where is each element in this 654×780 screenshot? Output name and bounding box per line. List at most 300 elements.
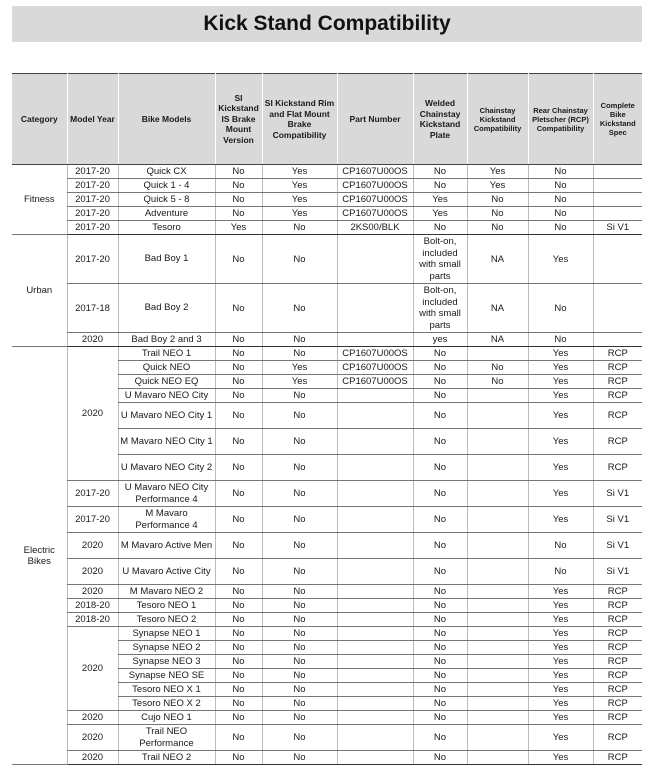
is-brake-cell: No	[215, 481, 262, 507]
rcp-cell: Yes	[528, 235, 593, 284]
part-number-cell	[337, 669, 413, 683]
model-year-cell: 2017-20	[67, 235, 118, 284]
welded-cell: No	[413, 179, 467, 193]
part-number-cell	[337, 627, 413, 641]
chainstay-cell	[467, 641, 528, 655]
part-number-cell	[337, 711, 413, 725]
spec-cell: RCP	[593, 697, 642, 711]
part-number-cell	[337, 641, 413, 655]
rim-flat-cell: No	[262, 655, 337, 669]
rcp-cell: Yes	[528, 641, 593, 655]
welded-cell: No	[413, 361, 467, 375]
bike-model-cell: Quick NEO	[118, 361, 215, 375]
rim-flat-cell: No	[262, 507, 337, 533]
spec-cell: RCP	[593, 429, 642, 455]
model-year-cell: 2018-20	[67, 599, 118, 613]
rcp-cell: Yes	[528, 599, 593, 613]
table-row	[12, 347, 642, 361]
is-brake-cell: No	[215, 559, 262, 585]
rim-flat-cell: Yes	[262, 193, 337, 207]
bike-model-cell: Trail NEO 1	[118, 347, 215, 361]
part-number-cell	[337, 655, 413, 669]
table-body	[12, 165, 642, 765]
is-brake-cell: No	[215, 179, 262, 193]
part-number-cell	[337, 613, 413, 627]
welded-cell: No	[413, 669, 467, 683]
chainstay-cell: Yes	[467, 165, 528, 179]
spec-cell	[593, 179, 642, 193]
part-number-cell	[337, 481, 413, 507]
table-row	[12, 333, 642, 347]
header-welded: Welded Chainstay Kickstand Plate	[413, 74, 467, 165]
welded-cell: No	[413, 429, 467, 455]
chainstay-cell	[467, 599, 528, 613]
spec-cell: RCP	[593, 389, 642, 403]
table-row	[12, 585, 642, 599]
bike-model-cell: M Mavaro Active Men	[118, 533, 215, 559]
rcp-cell: No	[528, 284, 593, 333]
header-category: Category	[12, 74, 67, 165]
bike-model-cell: M Mavaro NEO City 1	[118, 429, 215, 455]
part-number-cell	[337, 333, 413, 347]
chainstay-cell: NA	[467, 235, 528, 284]
bike-model-cell: Quick NEO EQ	[118, 375, 215, 389]
bike-model-cell: Bad Boy 2 and 3	[118, 333, 215, 347]
part-number-cell	[337, 559, 413, 585]
header-rcp: Rear Chainstay Pletscher (RCP) Compatibility	[528, 74, 593, 165]
welded-cell: No	[413, 481, 467, 507]
chainstay-cell: No	[467, 207, 528, 221]
rim-flat-cell: No	[262, 533, 337, 559]
table-row	[12, 165, 642, 179]
title-bar	[12, 6, 642, 42]
table-row	[12, 627, 642, 641]
rcp-cell: No	[528, 559, 593, 585]
table-header-row	[12, 74, 642, 165]
part-number-cell: CP1607U00OS	[337, 361, 413, 375]
rcp-cell: Yes	[528, 347, 593, 361]
spec-cell	[593, 333, 642, 347]
is-brake-cell: No	[215, 207, 262, 221]
rcp-cell: No	[528, 333, 593, 347]
rcp-cell: Yes	[528, 481, 593, 507]
table-row	[12, 284, 642, 333]
rim-flat-cell: Yes	[262, 179, 337, 193]
model-year-cell: 2017-20	[67, 221, 118, 235]
is-brake-cell: No	[215, 165, 262, 179]
rcp-cell: Yes	[528, 361, 593, 375]
bike-model-cell: U Mavaro NEO City 1	[118, 403, 215, 429]
rcp-cell: No	[528, 207, 593, 221]
is-brake-cell: No	[215, 389, 262, 403]
rim-flat-cell: No	[262, 751, 337, 765]
rim-flat-cell: No	[262, 221, 337, 235]
welded-cell: yes	[413, 333, 467, 347]
part-number-cell	[337, 284, 413, 333]
rim-flat-cell: Yes	[262, 361, 337, 375]
welded-cell: No	[413, 455, 467, 481]
rcp-cell: Yes	[528, 389, 593, 403]
is-brake-cell: No	[215, 507, 262, 533]
header-part-number: Part Number	[337, 74, 413, 165]
compatibility-table	[12, 73, 642, 765]
bike-model-cell: M Mavaro NEO 2	[118, 585, 215, 599]
spec-cell	[593, 165, 642, 179]
chainstay-cell	[467, 711, 528, 725]
page-title: Kick Stand Compatibility	[203, 12, 451, 35]
spec-cell: RCP	[593, 641, 642, 655]
rcp-cell: No	[528, 533, 593, 559]
chainstay-cell	[467, 697, 528, 711]
welded-cell: No	[413, 627, 467, 641]
part-number-cell: 2KS00/BLK	[337, 221, 413, 235]
spec-cell: Si V1	[593, 481, 642, 507]
chainstay-cell: Yes	[467, 179, 528, 193]
chainstay-cell	[467, 403, 528, 429]
rim-flat-cell: No	[262, 284, 337, 333]
bike-model-cell: Synapse NEO 2	[118, 641, 215, 655]
rim-flat-cell: Yes	[262, 207, 337, 221]
part-number-cell	[337, 389, 413, 403]
is-brake-cell: No	[215, 284, 262, 333]
is-brake-cell: No	[215, 669, 262, 683]
table-row	[12, 179, 642, 193]
is-brake-cell: No	[215, 711, 262, 725]
spec-cell: RCP	[593, 711, 642, 725]
part-number-cell	[337, 725, 413, 751]
welded-cell: No	[413, 751, 467, 765]
chainstay-cell	[467, 533, 528, 559]
chainstay-cell	[467, 751, 528, 765]
rim-flat-cell: No	[262, 725, 337, 751]
model-year-cell: 2017-20	[67, 193, 118, 207]
bike-model-cell: Tesoro NEO X 2	[118, 697, 215, 711]
model-year-cell: 2020	[67, 559, 118, 585]
part-number-cell: CP1607U00OS	[337, 347, 413, 361]
spec-cell: Si V1	[593, 533, 642, 559]
rim-flat-cell: Yes	[262, 165, 337, 179]
model-year-cell: 2020	[67, 751, 118, 765]
welded-cell: No	[413, 725, 467, 751]
spec-cell: RCP	[593, 655, 642, 669]
part-number-cell	[337, 599, 413, 613]
table-row	[12, 207, 642, 221]
welded-cell: Yes	[413, 193, 467, 207]
rcp-cell: Yes	[528, 375, 593, 389]
spec-cell: RCP	[593, 627, 642, 641]
welded-cell: Yes	[413, 207, 467, 221]
bike-model-cell: Cujo NEO 1	[118, 711, 215, 725]
rim-flat-cell: No	[262, 455, 337, 481]
rim-flat-cell: No	[262, 585, 337, 599]
rim-flat-cell: No	[262, 403, 337, 429]
model-year-cell: 2020	[67, 627, 118, 711]
model-year-cell: 2020	[67, 533, 118, 559]
rcp-cell: No	[528, 193, 593, 207]
table-row	[12, 481, 642, 507]
chainstay-cell: No	[467, 361, 528, 375]
rim-flat-cell: No	[262, 613, 337, 627]
is-brake-cell: No	[215, 333, 262, 347]
header-model-year: Model Year	[67, 74, 118, 165]
chainstay-cell	[467, 585, 528, 599]
welded-cell: Bolt-on, included with small parts	[413, 284, 467, 333]
bike-model-cell: M Mavaro Performance 4	[118, 507, 215, 533]
rcp-cell: Yes	[528, 403, 593, 429]
part-number-cell: CP1607U00OS	[337, 193, 413, 207]
rcp-cell: Yes	[528, 711, 593, 725]
is-brake-cell: No	[215, 403, 262, 429]
is-brake-cell: No	[215, 613, 262, 627]
spec-cell	[593, 193, 642, 207]
is-brake-cell: No	[215, 375, 262, 389]
is-brake-cell: No	[215, 533, 262, 559]
rcp-cell: Yes	[528, 683, 593, 697]
spec-cell: RCP	[593, 599, 642, 613]
part-number-cell	[337, 533, 413, 559]
table-row	[12, 221, 642, 235]
bike-model-cell: Adventure	[118, 207, 215, 221]
rim-flat-cell: No	[262, 669, 337, 683]
part-number-cell	[337, 507, 413, 533]
part-number-cell	[337, 403, 413, 429]
rcp-cell: Yes	[528, 627, 593, 641]
chainstay-cell	[467, 725, 528, 751]
model-year-cell: 2017-18	[67, 284, 118, 333]
bike-model-cell: Quick 1 - 4	[118, 179, 215, 193]
rcp-cell: No	[528, 179, 593, 193]
model-year-cell: 2017-20	[67, 207, 118, 221]
bike-model-cell: Quick 5 - 8	[118, 193, 215, 207]
is-brake-cell: No	[215, 641, 262, 655]
chainstay-cell: No	[467, 375, 528, 389]
welded-cell: No	[413, 697, 467, 711]
table-row	[12, 613, 642, 627]
part-number-cell	[337, 455, 413, 481]
welded-cell: No	[413, 533, 467, 559]
part-number-cell	[337, 697, 413, 711]
bike-model-cell: U Mavaro NEO City	[118, 389, 215, 403]
part-number-cell	[337, 683, 413, 697]
rim-flat-cell: Yes	[262, 375, 337, 389]
header-rim-flat: SI Kickstand Rim and Flat Mount Brake Compatibility	[262, 74, 337, 165]
rcp-cell: Yes	[528, 697, 593, 711]
spec-cell: RCP	[593, 669, 642, 683]
chainstay-cell	[467, 559, 528, 585]
model-year-cell: 2018-20	[67, 613, 118, 627]
rim-flat-cell: No	[262, 559, 337, 585]
part-number-cell: CP1607U00OS	[337, 375, 413, 389]
chainstay-cell: No	[467, 193, 528, 207]
chainstay-cell	[467, 347, 528, 361]
bike-model-cell: Tesoro	[118, 221, 215, 235]
bike-model-cell: Tesoro NEO X 1	[118, 683, 215, 697]
is-brake-cell: No	[215, 751, 262, 765]
rim-flat-cell: No	[262, 481, 337, 507]
part-number-cell: CP1607U00OS	[337, 165, 413, 179]
is-brake-cell: No	[215, 683, 262, 697]
table-row	[12, 599, 642, 613]
rim-flat-cell: No	[262, 711, 337, 725]
bike-model-cell: U Mavaro NEO City 2	[118, 455, 215, 481]
spec-cell: RCP	[593, 613, 642, 627]
model-year-cell: 2017-20	[67, 481, 118, 507]
bike-model-cell: Tesoro NEO 2	[118, 613, 215, 627]
bike-model-cell: Tesoro NEO 1	[118, 599, 215, 613]
welded-cell: No	[413, 347, 467, 361]
bike-model-cell: Bad Boy 2	[118, 284, 215, 333]
spec-cell: RCP	[593, 751, 642, 765]
is-brake-cell: Yes	[215, 221, 262, 235]
part-number-cell	[337, 429, 413, 455]
bike-model-cell: Trail NEO Performance	[118, 725, 215, 751]
rcp-cell: Yes	[528, 507, 593, 533]
chainstay-cell: NA	[467, 284, 528, 333]
is-brake-cell: No	[215, 725, 262, 751]
model-year-cell: 2017-20	[67, 179, 118, 193]
table-row	[12, 235, 642, 284]
rim-flat-cell: No	[262, 697, 337, 711]
is-brake-cell: No	[215, 429, 262, 455]
spec-cell: RCP	[593, 455, 642, 481]
rim-flat-cell: No	[262, 429, 337, 455]
spec-cell: RCP	[593, 361, 642, 375]
part-number-cell: CP1607U00OS	[337, 179, 413, 193]
welded-cell: No	[413, 403, 467, 429]
model-year-cell: 2020	[67, 725, 118, 751]
part-number-cell	[337, 751, 413, 765]
bike-model-cell: Synapse NEO 1	[118, 627, 215, 641]
category-cell: Fitness	[12, 165, 67, 235]
model-year-cell: 2020	[67, 333, 118, 347]
welded-cell: No	[413, 655, 467, 669]
spec-cell: RCP	[593, 585, 642, 599]
rcp-cell: Yes	[528, 669, 593, 683]
model-year-cell: 2017-20	[67, 165, 118, 179]
spec-cell: RCP	[593, 725, 642, 751]
welded-cell: No	[413, 559, 467, 585]
header-bike-models: Bike Models	[118, 74, 215, 165]
welded-cell: No	[413, 221, 467, 235]
spec-cell: RCP	[593, 403, 642, 429]
welded-cell: No	[413, 507, 467, 533]
model-year-cell: 2017-20	[67, 507, 118, 533]
table-row	[12, 711, 642, 725]
rim-flat-cell: No	[262, 599, 337, 613]
is-brake-cell: No	[215, 697, 262, 711]
part-number-cell	[337, 585, 413, 599]
welded-cell: No	[413, 599, 467, 613]
bike-model-cell: Quick CX	[118, 165, 215, 179]
rim-flat-cell: No	[262, 683, 337, 697]
header-spec: Complete Bike Kickstand Spec	[593, 74, 642, 165]
table-row	[12, 725, 642, 751]
spec-cell: RCP	[593, 347, 642, 361]
spec-cell: Si V1	[593, 559, 642, 585]
part-number-cell: CP1607U00OS	[337, 207, 413, 221]
spec-cell	[593, 207, 642, 221]
rim-flat-cell: No	[262, 235, 337, 284]
table-row	[12, 507, 642, 533]
bike-model-cell: U Mavaro NEO City Performance 4	[118, 481, 215, 507]
is-brake-cell: No	[215, 627, 262, 641]
welded-cell: No	[413, 711, 467, 725]
is-brake-cell: No	[215, 655, 262, 669]
rim-flat-cell: No	[262, 641, 337, 655]
table-row	[12, 751, 642, 765]
is-brake-cell: No	[215, 361, 262, 375]
spec-cell	[593, 284, 642, 333]
rim-flat-cell: No	[262, 389, 337, 403]
is-brake-cell: No	[215, 235, 262, 284]
welded-cell: No	[413, 165, 467, 179]
is-brake-cell: No	[215, 193, 262, 207]
rcp-cell: Yes	[528, 725, 593, 751]
rcp-cell: Yes	[528, 751, 593, 765]
rcp-cell: Yes	[528, 655, 593, 669]
spec-cell	[593, 235, 642, 284]
chainstay-cell	[467, 683, 528, 697]
welded-cell: No	[413, 389, 467, 403]
welded-cell: No	[413, 585, 467, 599]
chainstay-cell	[467, 627, 528, 641]
model-year-cell: 2020	[67, 347, 118, 481]
header-chainstay: Chainstay Kickstand Compatibility	[467, 74, 528, 165]
spec-cell: RCP	[593, 375, 642, 389]
welded-cell: No	[413, 641, 467, 655]
rim-flat-cell: No	[262, 333, 337, 347]
spec-cell: RCP	[593, 683, 642, 697]
chainstay-cell: No	[467, 221, 528, 235]
chainstay-cell	[467, 429, 528, 455]
rcp-cell: Yes	[528, 585, 593, 599]
is-brake-cell: No	[215, 585, 262, 599]
table-row	[12, 533, 642, 559]
rcp-cell: Yes	[528, 429, 593, 455]
bike-model-cell: Trail NEO 2	[118, 751, 215, 765]
chainstay-cell	[467, 507, 528, 533]
welded-cell: No	[413, 613, 467, 627]
bike-model-cell: U Mavaro Active City	[118, 559, 215, 585]
spec-cell: Si V1	[593, 507, 642, 533]
chainstay-cell: NA	[467, 333, 528, 347]
part-number-cell	[337, 235, 413, 284]
is-brake-cell: No	[215, 599, 262, 613]
category-cell: Urban	[12, 235, 67, 347]
is-brake-cell: No	[215, 347, 262, 361]
chainstay-cell	[467, 669, 528, 683]
rim-flat-cell: No	[262, 627, 337, 641]
is-brake-cell: No	[215, 455, 262, 481]
chainstay-cell	[467, 613, 528, 627]
rcp-cell: Yes	[528, 455, 593, 481]
welded-cell: No	[413, 375, 467, 389]
model-year-cell: 2020	[67, 711, 118, 725]
header-is-brake: SI Kickstand IS Brake Mount Version	[215, 74, 262, 165]
category-cell: Electric Bikes	[12, 347, 67, 765]
table-row	[12, 193, 642, 207]
chainstay-cell	[467, 389, 528, 403]
welded-cell: Bolt-on, included with small parts	[413, 235, 467, 284]
rcp-cell: No	[528, 221, 593, 235]
bike-model-cell: Synapse NEO 3	[118, 655, 215, 669]
chainstay-cell	[467, 655, 528, 669]
chainstay-cell	[467, 455, 528, 481]
rcp-cell: No	[528, 165, 593, 179]
model-year-cell: 2020	[67, 585, 118, 599]
spec-cell: Si V1	[593, 221, 642, 235]
rim-flat-cell: No	[262, 347, 337, 361]
